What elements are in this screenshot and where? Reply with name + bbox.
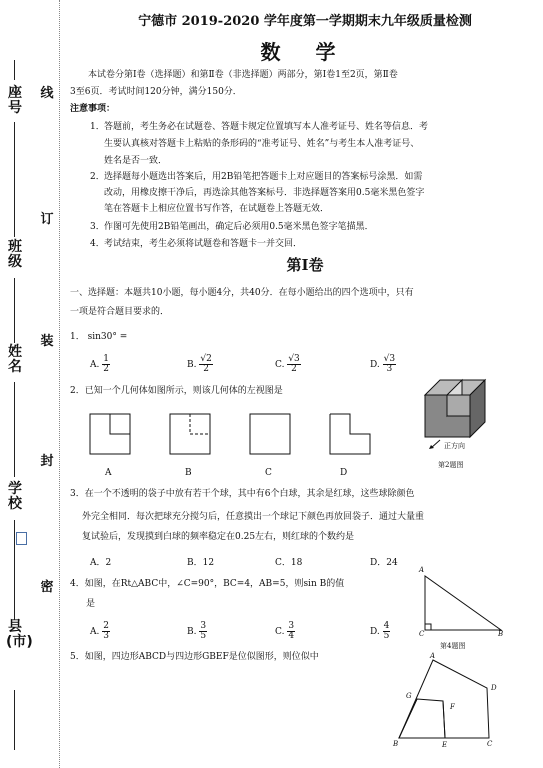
q1-option-d: D. $\frac{√3}{3}$ [370, 354, 396, 374]
section-intro: 一、选择题：本题共10小题，每小题4分，共40分．在每小题给出的四个选项中，只有 [70, 288, 414, 298]
seal-zhuang: 装 [40, 334, 54, 349]
notes-title: 注意事项： [70, 104, 116, 114]
q2-view-options [88, 412, 378, 460]
q3-option-a: A．2 [90, 558, 112, 568]
binding-line [14, 60, 15, 80]
q2-label-b: B [185, 468, 192, 478]
q2-label-c: C [265, 468, 272, 478]
q4-point-b: B [498, 630, 504, 638]
note-line: 答题前，考生务必在试题卷、答题卡规定位置填写本人准考证号、姓名等信息．考 [104, 122, 429, 132]
q3-line: 3．在一个不透明的袋子中放有若干个球，其中有6个白球，其余是红球，这些球除颜色 [70, 489, 415, 499]
q4-triangle-figure [415, 568, 505, 640]
q2-front-label: 正方向 [444, 442, 465, 450]
q5-point-f: F [450, 703, 455, 711]
q5-point-a: A [430, 652, 436, 660]
note-line: 姓名是否一致． [104, 156, 168, 166]
q3-line: 复试验后，发现摸到白球的频率稳定在0.25左右，则红球的个数约是 [82, 532, 355, 542]
q3-line: 外完全相同．每次把球充分搅匀后，任意摸出一个球记下颜色再放回袋子．通过大量重 [82, 512, 425, 522]
q5-point-e: E [442, 741, 448, 749]
document-icon [16, 532, 27, 545]
seat-number-label: 座号 [8, 85, 22, 116]
q2-view-a [90, 414, 130, 454]
q5-stem: 5．如图，四边形ABCD与四边形GBEF是位似图形，则位似中 [70, 652, 319, 662]
binding-line [14, 690, 15, 750]
note-line: 生要认真核对答题卡上粘贴的条形码的“准考证号、姓名”与考生本人准考证号、 [104, 139, 420, 149]
section-intro: 一项是符合题目要求的． [70, 307, 170, 317]
q2-label-d: D [340, 468, 348, 478]
q3-option-b: B．12 [187, 558, 215, 568]
seal-feng: 封 [40, 454, 54, 469]
q4-stem: 是 [86, 599, 96, 609]
note-number: 4． [90, 239, 105, 249]
q2-caption: 第2题图 [438, 461, 464, 469]
q5-point-b: B [393, 740, 399, 748]
q5-point-g: G [406, 692, 412, 700]
binding-line [14, 382, 15, 477]
subject-title: 数 学 [260, 40, 350, 64]
class-label: 班 级 [8, 239, 22, 270]
q4-caption: 第4题图 [440, 642, 466, 650]
q4-stem: 4．如图，在Rt△ABC中，∠C=90°，BC=4，AB=5，则sin B的值 [70, 579, 345, 589]
arrow-icon [428, 438, 442, 450]
intro-line: 本试卷分第Ⅰ卷（选择题）和第Ⅱ卷（非选择题）两部分，第Ⅰ卷1至2页，第Ⅱ卷 [88, 70, 398, 80]
note-line: 改动，用橡皮擦干净后，再选涂其他答案标号．非选择题答案用0.5毫米黑色签字 [104, 188, 425, 198]
q1-option-b: B. $\frac{√2}{2}$ [187, 354, 212, 374]
q3-option-d: D．24 [370, 558, 398, 568]
binding-line [14, 278, 15, 343]
q4-point-a: A [419, 566, 425, 574]
seal-ding: 订 [40, 212, 54, 227]
q2-solid-figure [415, 375, 495, 445]
intro-line: 3至6页．考试时间120分钟，满分150分． [70, 87, 242, 97]
cut-line [59, 0, 60, 768]
q4-option-a: A. $\frac{2}{3}$ [90, 621, 109, 641]
q4-option-b: B. $\frac{3}{5}$ [187, 621, 207, 641]
q1-option-a: A. $\frac{1}{2}$ [90, 354, 109, 374]
county-label: 县(市) [6, 619, 33, 650]
q4-option-d: D. $\frac{4}{5}$ [370, 621, 390, 641]
note-line: 作图可先使用2B铅笔画出，确定后必须用0.5毫米黑色签字笔描黑． [104, 222, 374, 232]
binding-line [14, 520, 15, 620]
exam-title: 宁德市 2019-2020 学年度第一学期期末九年级质量检测 [138, 14, 472, 29]
section-title: 第Ⅰ卷 [286, 256, 324, 274]
q2-view-c [250, 414, 290, 454]
q5-point-c: C [487, 740, 493, 748]
note-line: 选择题每小题选出答案后，用2B铅笔把答题卡上对应题目的答案标号涂黑．如需 [104, 172, 423, 182]
q2-view-d [330, 414, 370, 454]
seal-mi: 密 [40, 580, 54, 595]
seal-xian: 线 [40, 86, 54, 101]
note-number: 1． [90, 122, 105, 132]
q4-point-c: C [419, 630, 425, 638]
q2-label-a: A [105, 468, 112, 478]
binding-line [14, 122, 15, 237]
q4-option-c: C. $\frac{3}{4}$ [275, 621, 295, 641]
q2-view-b [170, 414, 210, 454]
q2-stem: 2．已知一个几何体如图所示，则该几何体的左视图是 [70, 386, 283, 396]
note-line: 笔在答题卡上相应位置书写作答，在试题卷上答题无效． [104, 204, 330, 214]
name-label: 姓 名 [8, 344, 22, 375]
q1-option-c: C. $\frac{√3}{2}$ [275, 354, 300, 374]
school-label: 学 校 [8, 481, 22, 512]
q1-stem: 1． sin30° = [70, 332, 128, 342]
q5-point-d: D [491, 684, 497, 692]
note-number: 3． [90, 222, 105, 232]
q3-option-c: C．18 [275, 558, 303, 568]
note-line: 考试结束，考生必须将试题卷和答题卡一并交回． [104, 239, 303, 249]
note-number: 2． [90, 172, 105, 182]
